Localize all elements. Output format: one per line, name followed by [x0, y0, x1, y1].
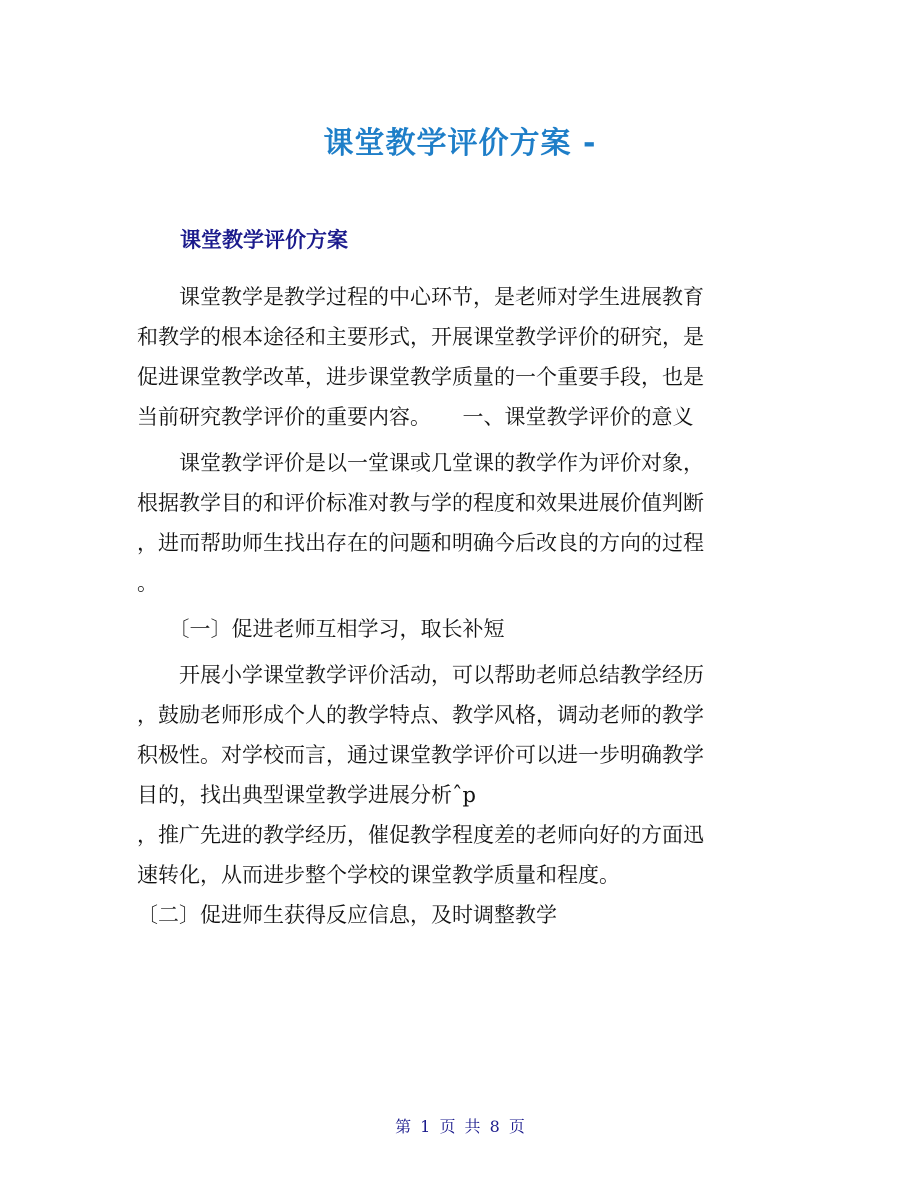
section-subheading: 〔二〕促进师生获得反应信息，及时调整教学	[137, 903, 557, 927]
section-heading: 课堂教学评价方案	[180, 228, 348, 252]
body-line: 速转化，从而进步整个学校的课堂教学质量和程度。	[137, 863, 620, 887]
page-number-footer: 第 1 页 共 8 页	[395, 1117, 525, 1136]
body-line: 课堂教学评价是以一堂课或几堂课的教学作为评价对象，	[137, 451, 704, 475]
document-title: 课堂教学评价方案 -	[323, 126, 597, 161]
body-line: 开展小学课堂教学评价活动，可以帮助老师总结教学经历	[137, 663, 704, 687]
body-line: 和教学的根本途径和主要形式，开展课堂教学评价的研究，是	[137, 325, 704, 349]
document-body	[137, 277, 787, 935]
body-line: 当前研究教学评价的重要内容。 一、课堂教学评价的意义	[137, 405, 694, 429]
section-subheading: 〔一〕促进老师互相学习，取长补短	[137, 617, 505, 641]
body-line: 目的，找出典型课堂教学进展分析ˆp	[137, 783, 476, 807]
body-line: ，鼓励老师形成个人的教学特点、教学风格，调动老师的教学	[137, 703, 704, 727]
body-line: ，进而帮助师生找出存在的问题和明确今后改良的方向的过程	[137, 531, 704, 555]
body-line: ，推广先进的教学经历，催促教学程度差的老师向好的方面迅	[137, 823, 704, 847]
body-line: 根据教学目的和评价标准对教与学的程度和效果进展价值判断	[137, 491, 704, 515]
body-line: 课堂教学是教学过程的中心环节，是老师对学生进展教育	[137, 285, 704, 309]
body-line: 。	[137, 571, 158, 595]
body-line: 促进课堂教学改革，进步课堂教学质量的一个重要手段，也是	[137, 365, 704, 389]
body-line: 积极性。对学校而言，通过课堂教学评价可以进一步明确教学	[137, 743, 704, 767]
